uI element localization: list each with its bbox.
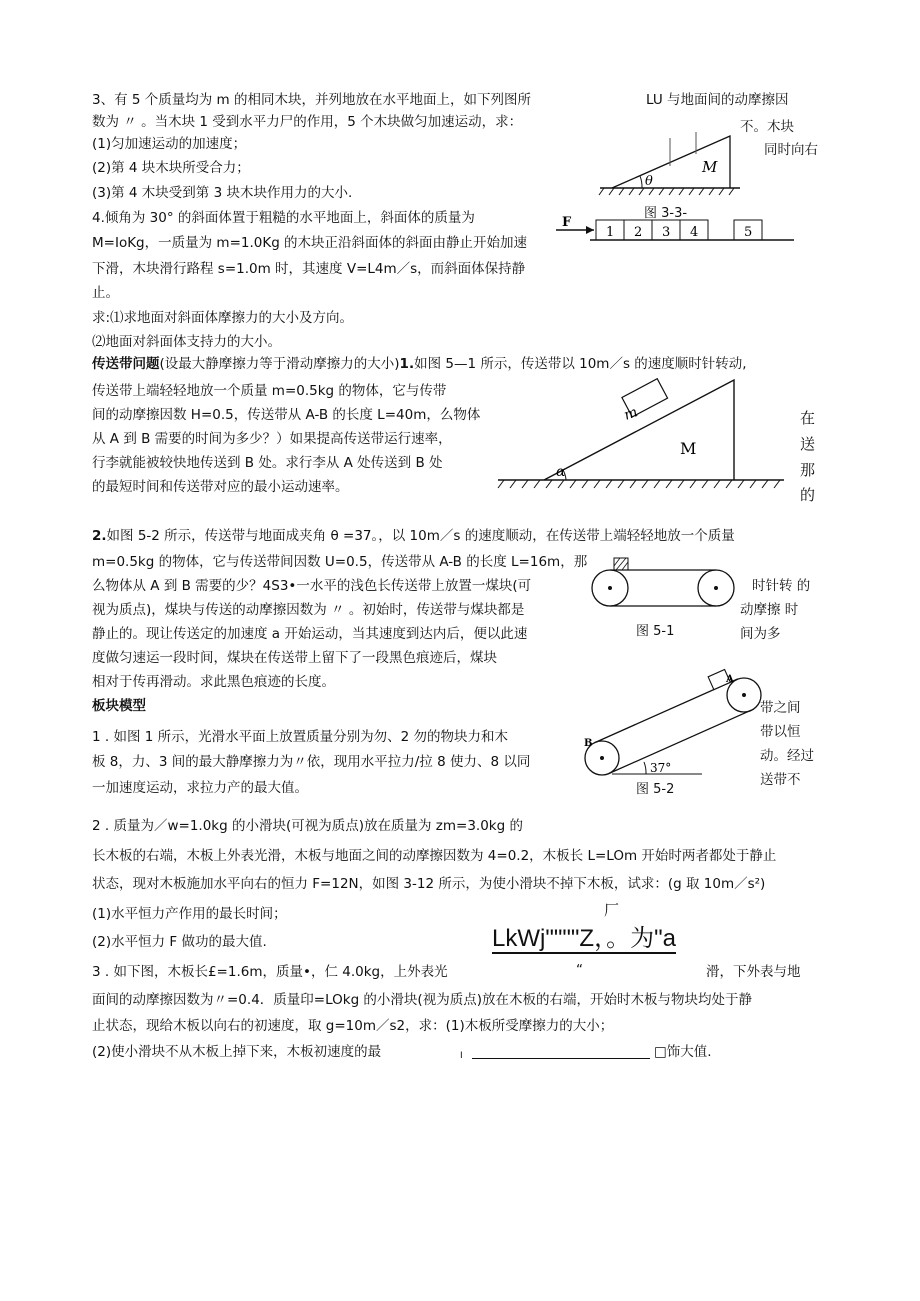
block-1: 1 xyxy=(606,225,615,240)
conveyor-side-char-2: 送 xyxy=(800,435,816,453)
p2-side-3: 间为多 xyxy=(740,626,781,642)
p4-question-1: 求:⑴求地面对斜面体摩擦力的大小及方向。 xyxy=(92,310,354,326)
board-q3-line4b: □饰大值. xyxy=(654,1044,712,1060)
p2-line6: 度做匀速运一段时间，煤块在传送带上留下了一段黑色痕迹后，煤块 xyxy=(92,650,497,666)
p2-side-1: 时针转 的 xyxy=(752,578,811,594)
p3-question-3: (3)第 4 木块受到第 3 块木块作用力的大小. xyxy=(92,185,353,201)
block-2: 2 xyxy=(634,225,643,240)
conveyor-heading: 传送带问题 xyxy=(92,356,160,372)
board-q2-line1: 2 . 质量为／w=1.0kg 的小滑块(可视为质点)放在质量为 zm=3.0kg 的 xyxy=(92,818,523,834)
p2-line5: 静止的。现让传送定的加速度 a 开始运动，当其速度到达内后，便以此速 xyxy=(92,626,528,642)
p4-line1: 4.倾角为 30° 的斜面体置于粗糙的水平地面上，斜面体的质量为 xyxy=(92,210,475,226)
p4-line2: M=IoKg，一质量为 m=1.0Kg 的木块正沿斜面体的斜面由静止开始加速 xyxy=(92,235,528,251)
p2-number: 2. xyxy=(92,528,107,544)
p3-line1: 3、有 5 个质量均为 m 的相同木块，并列地放在水平地面上，如下列图所 xyxy=(92,92,531,108)
figure-conveyor-incline xyxy=(494,376,788,496)
conveyor-fig-angle: α xyxy=(556,464,566,480)
board-q1-line2: 板 8，力、3 间的最大静摩擦力为〃依，现用水平拉力/拉 8 使力、8 以同 xyxy=(92,754,531,770)
figure-5-2-caption: 图 5-2 xyxy=(636,782,675,797)
p2-side-2: 动摩擦 时 xyxy=(740,602,799,618)
p4-line4: 止。 xyxy=(92,285,119,301)
figure-3-3-angle-label: θ xyxy=(645,174,653,189)
board-q3-line4a: (2)使小滑块不从木板上掉下来，木板初速度的最 xyxy=(92,1044,382,1060)
figure-5-2-angle: 37° xyxy=(650,761,672,775)
board-q2-part-b: (2)水平恒力 F 做功的最大值. xyxy=(92,934,267,950)
conveyor-q1-line3: 间的动摩擦因数 H=0.5，传送带从 A-B 的长度 L=40m，么物体 xyxy=(92,407,481,423)
p2-line4: 视为质点)，煤块与传送的动摩擦因数为 〃 。初始时，传送带与煤块都是 xyxy=(92,602,525,618)
conveyor-q1-line6: 的最短时间和传送带对应的最小运动速率。 xyxy=(92,479,349,495)
figure-five-blocks xyxy=(554,214,804,250)
conveyor-q1-line5: 行李就能被较快地传送到 B 处。求行李从 A 处传送到 B 处 xyxy=(92,455,443,471)
board-garbled-formula-text: LkWj""""Z，。为"a xyxy=(492,925,676,952)
p4-question-2: ⑵地面对斜面体支持力的大小。 xyxy=(92,334,281,350)
block-3: 3 xyxy=(662,225,671,240)
conveyor-q1-line2: 传送带上端轻轻地放一个质量 m=0.5kg 的物体，它与传带 xyxy=(92,383,447,399)
side-text-top-2: 不。木块 xyxy=(740,119,794,135)
p2-line1: 如图 5-2 所示，传送带与地面成夹角 θ =37。，以 10m／s 的速度顺动，在传送带上端轻轻地放一个质量 xyxy=(106,528,735,544)
p2-line3: 么物体从 A 到 B 需要的少？4S3•一水平的浅色长传送带上放置一煤块(可 xyxy=(92,578,532,594)
board-q3-line2: 面间的动摩擦因数为〃=0.4．质量印=LOkg 的小滑块(视为质点)放在木板的右端，开始时木板与物块均处于静 xyxy=(92,992,752,1008)
conveyor-fig-small-mass: m xyxy=(621,404,640,424)
board-q3-line3: 止状态，现给木板以向右的初速度，取 g=10m／s2，求：(1)木板所受摩擦力的大小； xyxy=(92,1018,614,1034)
figure-5-1-caption: 图 5-1 xyxy=(636,624,675,639)
p4-line3: 下滑，木块滑行路程 s=1.0m 时，其速度 V=L4m／s，而斜面体保持静 xyxy=(92,261,526,277)
board-answer-blank xyxy=(472,1058,650,1059)
side-text-top-3: 同时向右 xyxy=(764,142,818,158)
conveyor-side-char-1: 在 xyxy=(800,409,816,427)
conveyor-q1-line4: 从 A 到 B 需要的时间为多少？）如果提高传送带运行速率， xyxy=(92,431,452,447)
board-q2-line3: 状态，现对木板施加水平向右的恒力 F=12N，如图 3-12 所示，为使小滑块不掉下木板，试求：(g 取 10m／s²) xyxy=(92,876,766,892)
p2-side2-3: 动。经过 xyxy=(760,748,814,764)
figure-force-label: F xyxy=(562,215,572,230)
figure-5-2-label-a: A xyxy=(726,674,734,685)
board-stray-mark-1: 厂 xyxy=(604,901,620,919)
conveyor-q1-line1: 如图 5—1 所示，传送带以 10m／s 的速度顺时针转动, xyxy=(414,356,747,372)
board-q1-line3: 一加速度运动，求拉力产的最大值。 xyxy=(92,780,308,796)
conveyor-side-char-3: 那 xyxy=(800,461,816,479)
block-5: 5 xyxy=(744,225,753,240)
conveyor-heading-line xyxy=(92,354,747,374)
p3-line2: 数为 〃 。当木块 1 受到水平力尸的作用，5 个木块做匀加速运动，求： xyxy=(92,114,523,130)
conveyor-heading-note: (设最大静摩擦力等于滑动摩擦力的大小) xyxy=(159,356,400,372)
p3-question-1: (1)匀加速运动的加速度； xyxy=(92,136,247,152)
p2-line7: 相对于传再滑动。求此黑色痕迹的长度。 xyxy=(92,674,335,690)
conveyor-side-char-4: 的 xyxy=(800,486,816,504)
board-q1-line1: 1 . 如图 1 所示，光滑水平面上放置质量分别为勿、2 勿的物块力和木 xyxy=(92,729,509,745)
p2-side2-4: 送带不 xyxy=(760,772,801,788)
board-heading: 板块模型 xyxy=(92,698,146,714)
p2-side2-2: 带以恒 xyxy=(760,724,801,740)
board-q2-part-a: (1)水平恒力产作用的最长时间； xyxy=(92,906,287,922)
figure-5-1-belt xyxy=(592,556,736,616)
board-q3-line1a: 3 . 如下图，木板长£=1.6m，质量•，仁 4.0kg，上外表光 xyxy=(92,964,448,980)
side-text-top-1: LU 与地面间的动摩擦因 xyxy=(646,92,789,108)
p2-side2-1: 带之间 xyxy=(760,700,801,716)
board-stray-mark-3: I xyxy=(460,1051,463,1061)
p3-question-2: (2)第 4 块木块所受合力； xyxy=(92,160,250,176)
board-garbled-formula xyxy=(492,924,676,954)
figure-5-2-inclined-belt xyxy=(582,666,754,790)
figure-5-2-label-b: B xyxy=(584,738,593,749)
board-q2-line2: 长木板的右端，木板上外表光滑，木板与地面之间的动摩擦因数为 4=0.2，木板长 L=LOm 开始时两者都处于静止 xyxy=(92,848,777,864)
conveyor-q1-number: 1. xyxy=(399,356,415,372)
p2-line2: m=0.5kg 的物体，它与传送带间因数 U=0.5，传送带从 A-B 的长度 L=16m，那 xyxy=(92,554,588,570)
conveyor-fig-big-mass: M xyxy=(680,439,697,458)
board-q3-line1b: 滑，下外表与地 xyxy=(706,964,801,980)
p2-line1-wrap xyxy=(92,526,735,546)
block-4: 4 xyxy=(690,225,699,240)
board-stray-mark-2: “ xyxy=(576,962,583,978)
figure-3-3-caption: 图 3-3- xyxy=(644,206,688,221)
figure-3-3-mass-label: M xyxy=(702,158,718,176)
